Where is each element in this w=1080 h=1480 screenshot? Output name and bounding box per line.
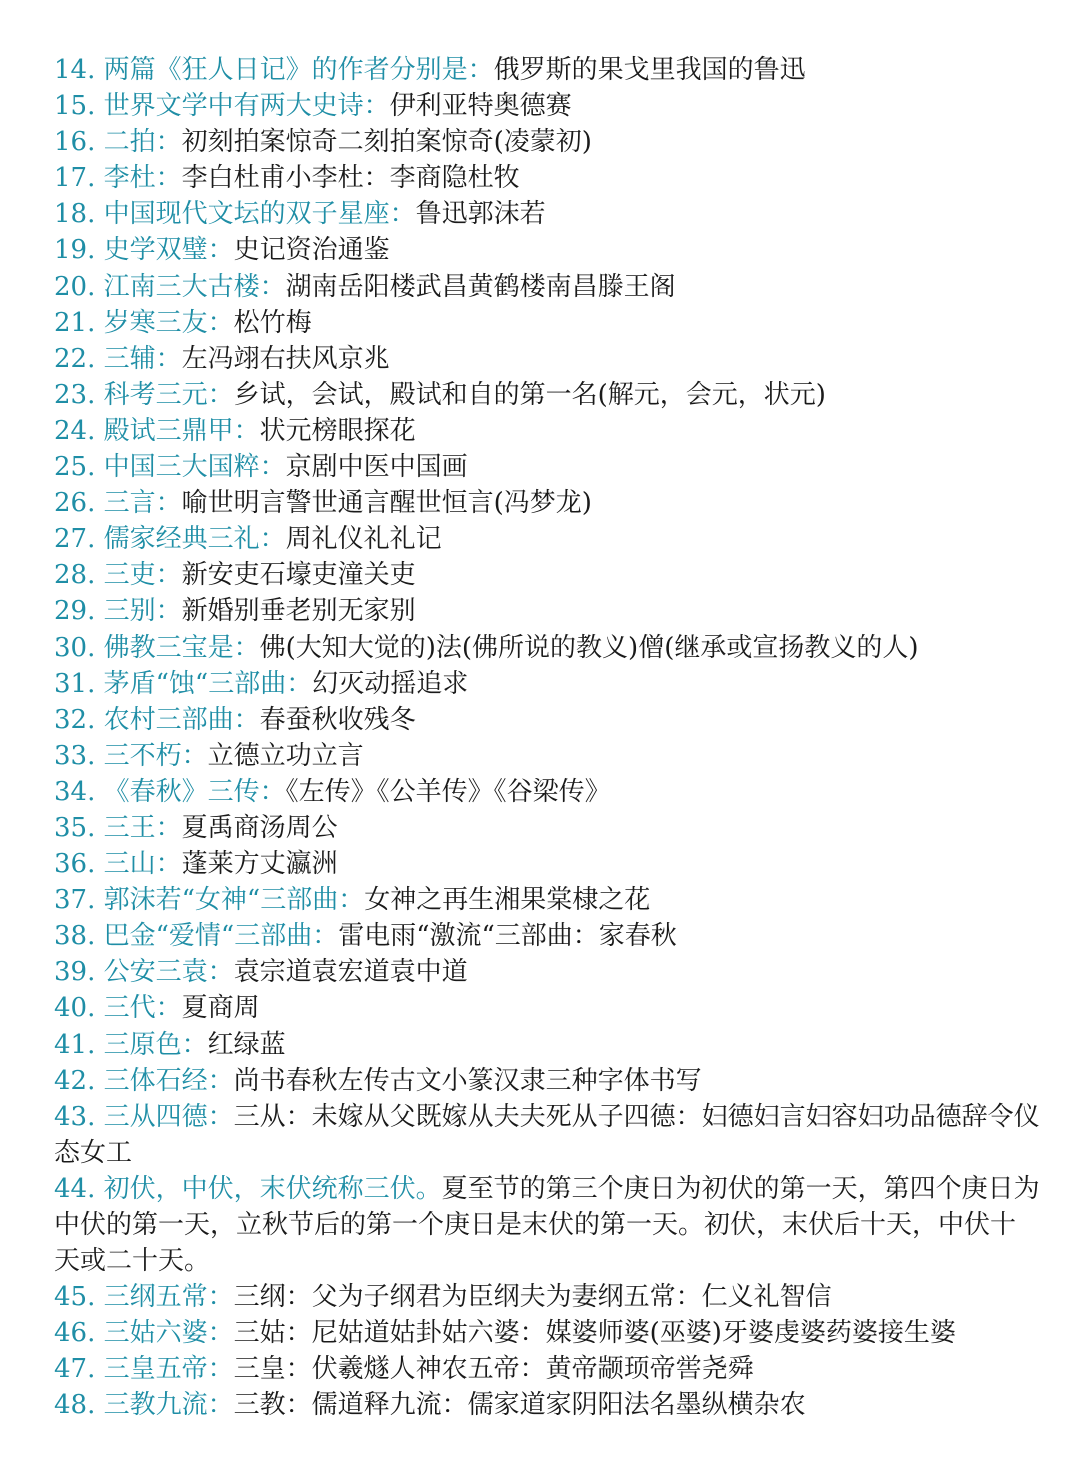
- entry-term: 35. 三王：: [54, 812, 182, 843]
- entry-body: 夏商周: [181, 993, 260, 1024]
- entry-item: [54, 810, 1040, 846]
- entry-term: 36. 三山：: [54, 849, 182, 880]
- entry-body: 状元榜眼探花: [259, 415, 416, 446]
- entry-body: 鲁迅郭沫若: [415, 199, 546, 230]
- entry-body: 伊利亚特奥德赛: [389, 91, 572, 122]
- entry-item: [54, 52, 1040, 88]
- entry-term: 39. 公安三袁：: [54, 957, 234, 988]
- entry-item: [54, 738, 1040, 774]
- entry-item: [54, 449, 1040, 485]
- entry-body: 三教：儒道释九流：儒家道家阴阳法名墨纵横杂农: [233, 1390, 806, 1421]
- entry-term: 28. 三吏：: [54, 560, 182, 591]
- entry-body: 蓬莱方丈瀛洲: [181, 849, 338, 880]
- entry-body: 乡试，会试，殿试和自的第一名(解元，会元，状元): [233, 379, 826, 410]
- entry-term: 38. 巴金“爱情“三部曲：: [54, 921, 339, 952]
- entry-term: 42. 三体石经：: [54, 1065, 234, 1096]
- entry-body: 春蚕秋收残冬: [259, 704, 416, 735]
- entry-term: 45. 三纲五常：: [54, 1282, 234, 1313]
- entry-item: [54, 1387, 1040, 1423]
- entry-body: 新安吏石壕吏潼关吏: [181, 560, 416, 591]
- entry-item: [54, 1099, 1040, 1171]
- entry-term: 16. 二拍：: [54, 127, 182, 158]
- entry-body: 湖南岳阳楼武昌黄鹤楼南昌滕王阁: [285, 271, 676, 302]
- entry-term: 43. 三从四德：: [54, 1101, 234, 1132]
- entry-body: 立德立功立言: [207, 740, 364, 771]
- entry-term: 47. 三皇五帝：: [54, 1354, 234, 1385]
- entry-item: [54, 196, 1040, 232]
- entry-term: 15. 世界文学中有两大史诗：: [54, 91, 390, 122]
- entry-body: 尚书春秋左传古文小篆汉隶三种字体书写: [233, 1065, 702, 1096]
- entry-body: 三姑：尼姑道姑卦姑六婆：媒婆师婆(巫婆)牙婆虔婆药婆接生婆: [233, 1318, 956, 1349]
- entry-body: 《左传》《公羊传》《谷梁传》: [285, 776, 611, 807]
- entry-body: 三纲：父为子纲君为臣纲夫为妻纲五常：仁义礼智信: [233, 1282, 832, 1313]
- entry-item: [54, 1171, 1040, 1279]
- entry-body: 袁宗道袁宏道袁中道: [233, 957, 468, 988]
- entry-term: 44. 初伏，中伏，末伏统称三伏。: [54, 1173, 442, 1204]
- entry-item: [54, 1027, 1040, 1063]
- entry-term: 27. 儒家经典三礼：: [54, 524, 286, 555]
- entry-body: 夏禹商汤周公: [181, 812, 338, 843]
- entry-term: 19. 史学双璧：: [54, 235, 234, 266]
- entry-term: 34. 《春秋》三传：: [54, 776, 286, 807]
- entry-term: 24. 殿试三鼎甲：: [54, 415, 260, 446]
- entry-body: 史记资治通鉴: [233, 235, 390, 266]
- entry-item: [54, 846, 1040, 882]
- entry-term: 37. 郭沫若“女神“三部曲：: [54, 885, 365, 916]
- entry-item: [54, 918, 1040, 954]
- entry-item: [54, 485, 1040, 521]
- entry-item: [54, 1351, 1040, 1387]
- entry-body: 红绿蓝: [207, 1029, 286, 1060]
- entry-item: [54, 341, 1040, 377]
- entry-item: [54, 990, 1040, 1026]
- entry-term: 23. 科考三元：: [54, 379, 234, 410]
- entry-body: 夏至节的第三个庚日为初伏的第一天，第四个庚日为中伏的第一天，立秋节后的第一个庚日是末伏的第一天。初伏，末伏后十天，中伏十天或二十天。: [54, 1173, 1040, 1277]
- entry-item: [54, 413, 1040, 449]
- entry-body: 李白杜甫小李杜：李商隐杜牧: [181, 163, 520, 194]
- entry-item: [54, 774, 1040, 810]
- entry-item: [54, 1315, 1040, 1351]
- entry-term: 40. 三代：: [54, 993, 182, 1024]
- entry-item: [54, 269, 1040, 305]
- entry-term: 32. 农村三部曲：: [54, 704, 260, 735]
- entry-item: [54, 630, 1040, 666]
- entry-body: 雷电雨“激流“三部曲：家春秋: [338, 921, 677, 952]
- entry-body: 喻世明言警世通言醒世恒言(冯梦龙): [181, 488, 592, 519]
- entry-item: [54, 1279, 1040, 1315]
- entry-term: 17. 李杜：: [54, 163, 182, 194]
- entry-term: 41. 三原色：: [54, 1029, 208, 1060]
- entry-item: [54, 666, 1040, 702]
- entry-item: [54, 954, 1040, 990]
- entry-body: 周礼仪礼礼记: [285, 524, 442, 555]
- entry-body: 京剧中医中国画: [285, 452, 468, 483]
- entry-term: 30. 佛教三宝是：: [54, 632, 260, 663]
- entry-term: 46. 三姑六婆：: [54, 1318, 234, 1349]
- entry-item: [54, 557, 1040, 593]
- entry-item: [54, 124, 1040, 160]
- entry-body: 三从：未嫁从父既嫁从夫夫死从子四德：妇德妇言妇容妇功品德辞令仪态女工: [54, 1101, 1040, 1168]
- entry-body: 佛(大知大觉的)法(佛所说的教义)僧(继承或宣扬教义的人): [259, 632, 919, 663]
- entry-body: 新婚别垂老别无家别: [181, 596, 416, 627]
- entry-term: 22. 三辅：: [54, 343, 182, 374]
- entry-item: [54, 232, 1040, 268]
- entry-term: 18. 中国现代文坛的双子星座：: [54, 199, 416, 230]
- entry-body: 幻灭动摇追求: [312, 668, 469, 699]
- entry-body: 俄罗斯的果戈里我国的鲁迅: [493, 55, 806, 85]
- entry-item: [54, 593, 1040, 629]
- entry-item: [54, 702, 1040, 738]
- entry-body: 女神之再生湘果棠棣之花: [364, 885, 651, 916]
- entry-item: [54, 882, 1040, 918]
- entry-item: [54, 160, 1040, 196]
- entry-term: 48. 三教九流：: [54, 1390, 234, 1421]
- entry-item: [54, 88, 1040, 124]
- entry-term: 21. 岁寒三友：: [54, 307, 234, 338]
- entry-term: 14. 两篇《狂人日记》的作者分别是：: [54, 55, 494, 85]
- entry-term: 33. 三不朽：: [54, 740, 208, 771]
- entry-term: 20. 江南三大古楼：: [54, 271, 286, 302]
- entry-item: [54, 1063, 1040, 1099]
- entry-body: 初刻拍案惊奇二刻拍案惊奇(凌蒙初): [181, 127, 592, 158]
- entry-item: [54, 521, 1040, 557]
- entry-term: 26. 三言：: [54, 488, 182, 519]
- entry-item: [54, 377, 1040, 413]
- entry-item: [54, 305, 1040, 341]
- entry-body: 左冯翊右扶风京兆: [181, 343, 390, 374]
- entry-term: 25. 中国三大国粹：: [54, 452, 286, 483]
- entry-body: 松竹梅: [233, 307, 312, 338]
- entry-term: 29. 三别：: [54, 596, 182, 627]
- entry-term: 31. 茅盾“蚀“三部曲：: [54, 668, 313, 699]
- entry-body: 三皇：伏羲燧人神农五帝：黄帝颛顼帝喾尧舜: [233, 1354, 754, 1385]
